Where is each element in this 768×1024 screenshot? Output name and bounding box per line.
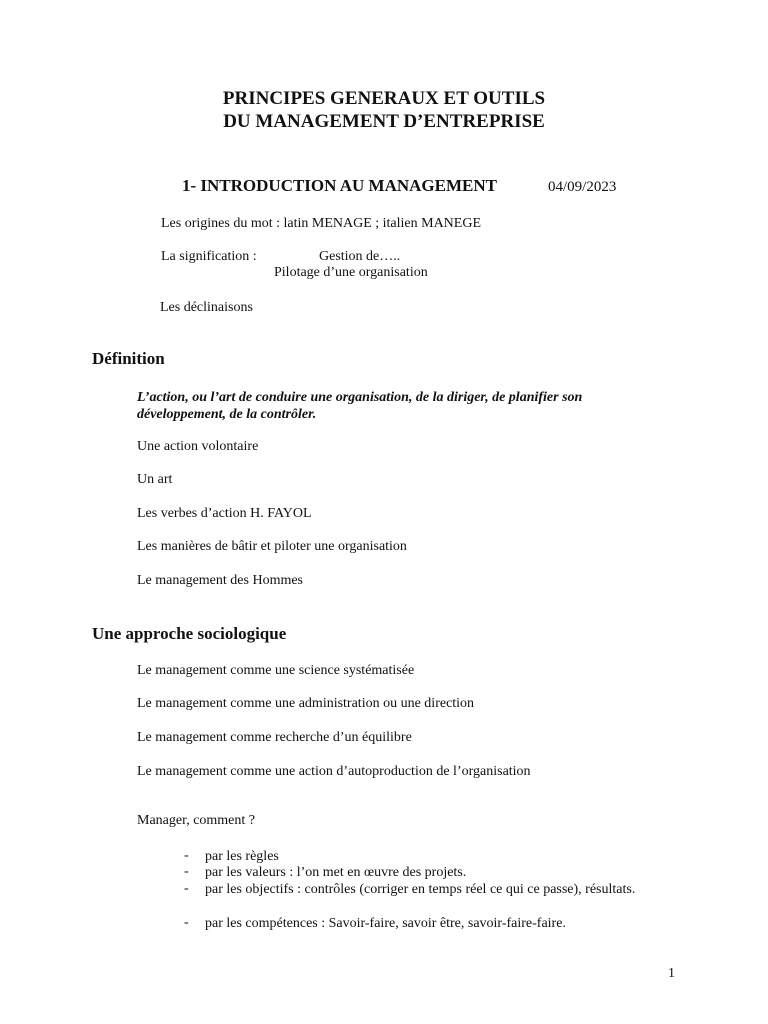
bullet-dash: - [184,864,189,879]
definition-item: Le management des Hommes [137,573,304,588]
definition-item: Un art [137,472,173,487]
manager-question: Manager, comment ? [137,813,256,828]
definition-item: Les manières de bâtir et piloter une organisation [137,539,407,554]
approche-item: Le management comme une action d’autoproduction de l’organisation [137,764,531,779]
page-number: 1 [668,966,675,981]
signification-label: La signification : [161,249,257,264]
definition-item: Les verbes d’action H. FAYOL [137,506,312,521]
document-title-line-2: DU MANAGEMENT D’ENTREPRISE [223,111,545,132]
manager-bullet: par les objectifs : contrôles (corriger en temps réel ce qui ce passe), résultats. [205,882,636,897]
document-title-line-1: PRINCIPES GENERAUX ET OUTILS [222,88,546,109]
manager-bullet: par les valeurs : l’on met en œuvre des projets. [205,865,467,880]
document-date: 04/09/2023 [548,179,617,195]
definition-heading: Définition [92,349,165,368]
approche-heading: Une approche sociologique [92,624,287,643]
approche-item: Le management comme une administration ou une direction [137,696,475,711]
origins-text: Les origines du mot : latin MENAGE ; italien MANEGE [161,216,482,231]
bullet-dash: - [184,881,189,896]
manager-bullet: par les règles [205,849,279,864]
definition-item: Une action volontaire [137,439,259,454]
bullet-dash: - [184,915,189,930]
signification-value-1: Gestion de….. [319,249,401,264]
signification-value-2: Pilotage d’une organisation [274,265,428,280]
bullet-dash: - [184,848,189,863]
definition-text: L’action, ou l’art de conduire une organisation, de la diriger, de planifier son développement, de la contrôler. [137,390,583,422]
approche-item: Le management comme recherche d’un équilibre [137,730,412,745]
declinaisons-text: Les déclinaisons [160,300,253,315]
approche-item: Le management comme une science systématisée [137,663,415,678]
section-heading-introduction: 1- INTRODUCTION AU MANAGEMENT [182,176,497,195]
manager-bullet: par les compétences : Savoir-faire, savoir être, savoir-faire-faire. [205,916,566,931]
